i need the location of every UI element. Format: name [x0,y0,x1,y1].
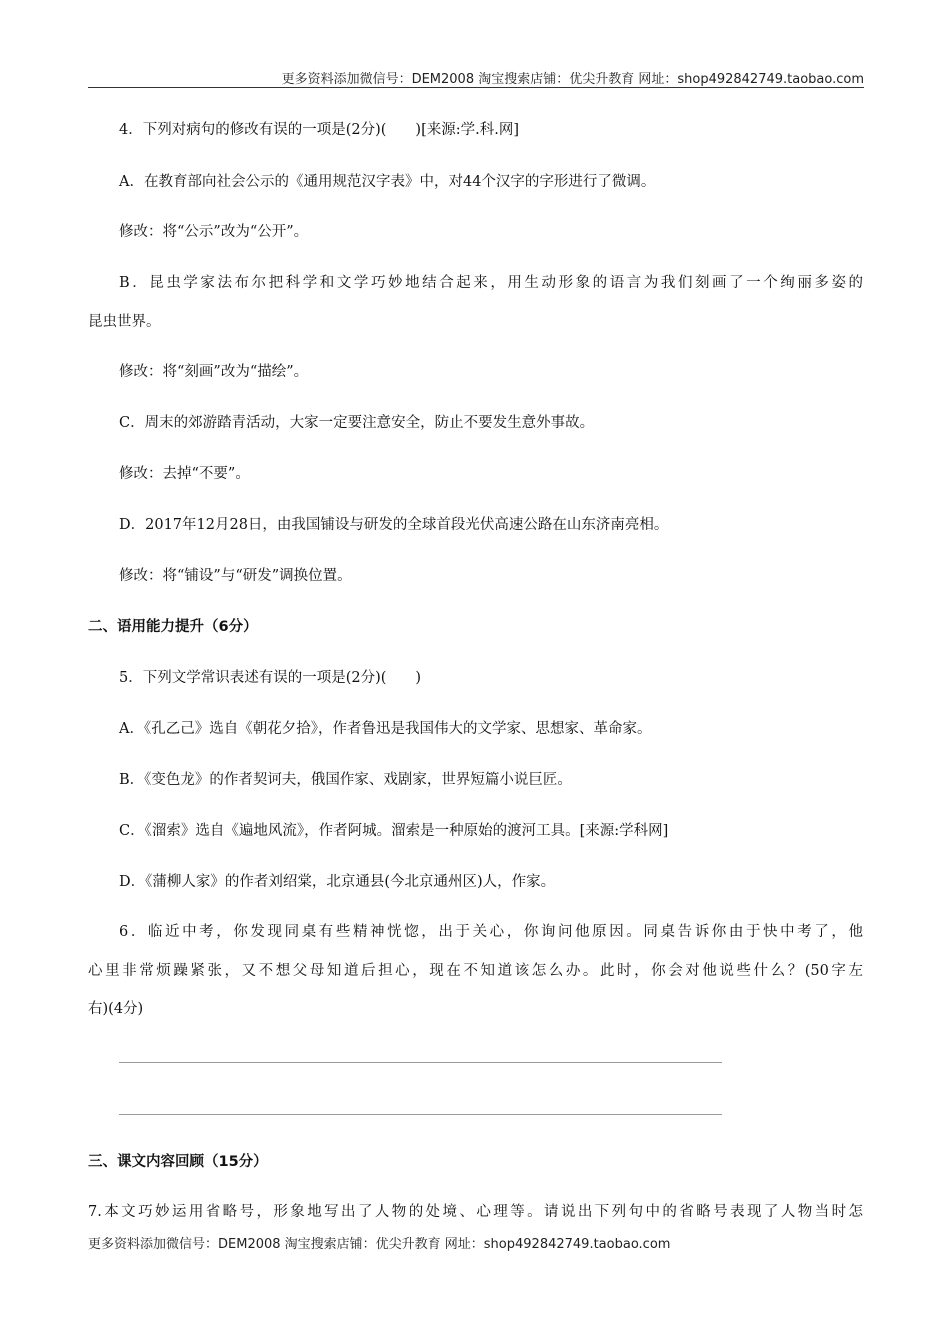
question-4-option-b-line1: B．昆虫学家法布尔把科学和文学巧妙地结合起来，用生动形象的语言为我们刻画了一个绚丽多姿的 [119,275,863,291]
question-6-line3: 右)(4分) [88,1001,144,1017]
question-5-stem: 5．下列文学常识表述有误的一项是(2分)( ) [119,670,422,686]
question-4-option-c: C．周末的郊游踏青活动，大家一定要注意安全，防止不要发生意外事故。 [119,415,595,431]
question-5-option-a: A．《孔乙己》选自《朝花夕拾》，作者鲁迅是我国伟大的文学家、思想家、革命家。 [119,721,652,737]
question-7-line1: 7.本文巧妙运用省略号，形象地写出了人物的处境、心理等。请说出下列句中的省略号表现了人物当时怎 [88,1204,863,1220]
question-5-option-d: D．《蒲柳人家》的作者刘绍棠，北京通县(今北京通州区)人，作家。 [119,874,556,890]
answer-line-1[interactable] [119,1062,722,1063]
section-3-title: 三、课文内容回顾（15分） [88,1154,268,1170]
question-5-option-b: B．《变色龙》的作者契诃夫，俄国作家、戏剧家，世界短篇小说巨匠。 [119,772,572,788]
question-4-option-b-fix: 修改：将“刻画”改为“描绘”。 [119,364,309,380]
answer-line-2[interactable] [119,1114,722,1115]
question-5-option-c: C．《溜索》选自《遍地风流》，作者阿城。溜索是一种原始的渡河工具。[来源:学科网] [119,823,669,839]
question-4-option-b-line2: 昆虫世界。 [88,314,161,330]
question-4-option-d: D．2017年12月28日，由我国铺设与研发的全球首段光伏高速公路在山东济南亮相。 [119,517,669,533]
question-4-stem: 4．下列对病句的修改有误的一项是(2分)( )[来源:学.科.网] [119,122,519,138]
page-header: 更多资料添加微信号：DEM2008 淘宝搜索店铺：优尖升教育 网址：shop492842749.taobao.com [281,72,864,87]
question-4-option-d-fix: 修改：将“铺设”与“研发”调换位置。 [119,568,352,584]
question-4-option-a: A．在教育部向社会公示的《通用规范汉字表》中，对44个汉字的字形进行了微调。 [119,174,656,190]
section-2-title: 二、语用能力提升（6分） [88,619,258,635]
question-6-line1: 6．临近中考，你发现同桌有些精神恍惚，出于关心，你询问他原因。同桌告诉你由于快中考了，他 [119,924,863,940]
question-4-option-c-fix: 修改：去掉“不要”。 [119,466,250,482]
question-6-line2: 心里非常烦躁紧张，又不想父母知道后担心，现在不知道该怎么办。此时，你会对他说些什么？(50字左 [88,963,863,979]
page-footer: 更多资料添加微信号：DEM2008 淘宝搜索店铺：优尖升教育 网址：shop492842749.taobao.com [88,1237,671,1252]
question-4-option-a-fix: 修改：将“公示”改为“公开”。 [119,224,309,240]
header-rule [88,87,864,88]
